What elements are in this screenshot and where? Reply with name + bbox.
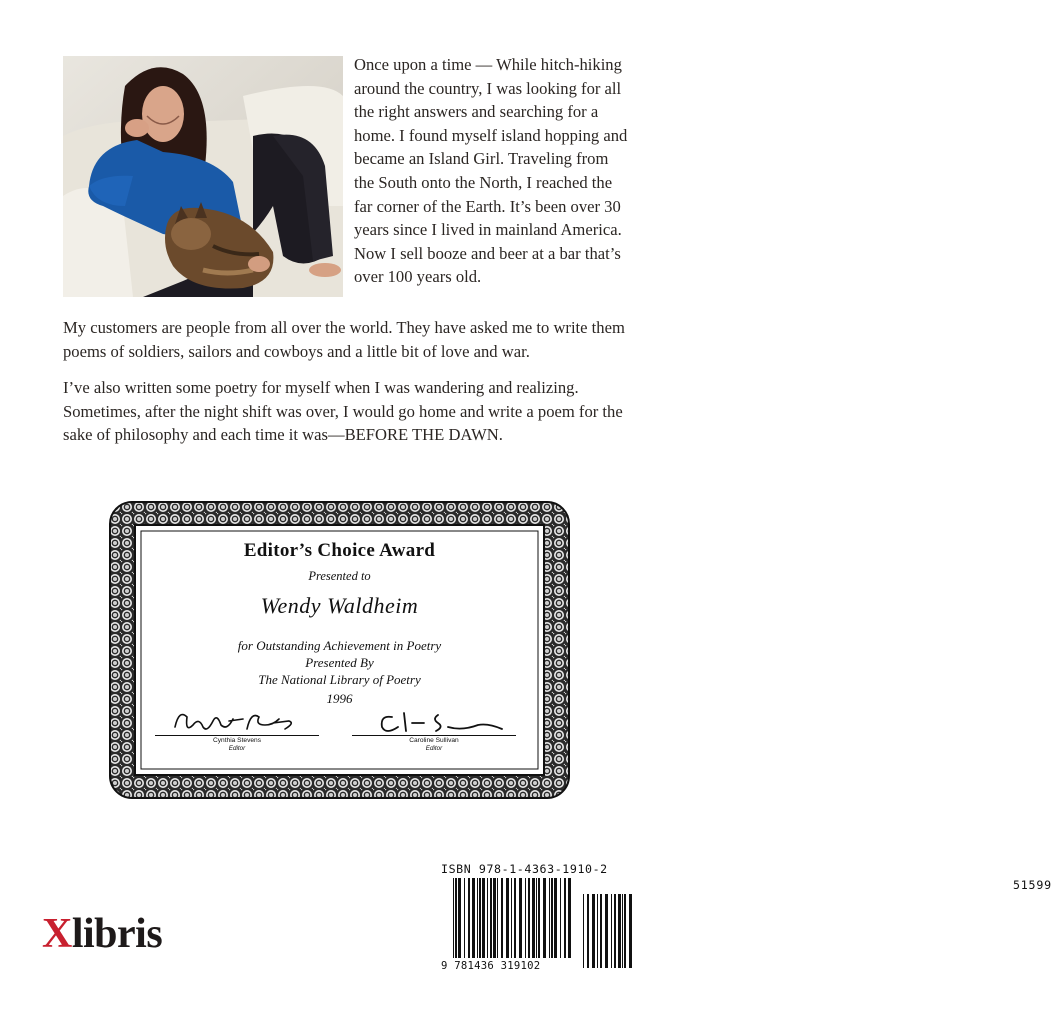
logo-wordmark: libris xyxy=(71,911,163,957)
isbn-text: ISBN 978-1-4363-1910-2 xyxy=(441,862,608,876)
signature-block-right xyxy=(352,703,522,763)
xlibris-logo xyxy=(42,909,162,959)
signer-role: Editor xyxy=(228,745,246,752)
presented-to-label: Presented to xyxy=(308,569,371,583)
signer-role: Editor xyxy=(425,745,443,752)
ean-digits: 9 781436 319102 xyxy=(441,960,541,972)
signer-name: Caroline Sullivan xyxy=(409,737,459,744)
award-reason: for Outstanding Achievement in Poetry xyxy=(237,638,442,653)
paragraph-poetry: I’ve also written some poetry for myself when I was wandering and realizing. Sometimes, after the night shift was over, I would go home and write a poem for the sake of philosophy and each time it was—BEFORE THE DAWN. xyxy=(63,378,623,445)
signer-name: Cynthia Stevens xyxy=(212,737,261,744)
editors-choice-certificate xyxy=(109,501,570,799)
paragraph-customers: My customers are people from all over the world. They have asked me to write them poems of soldiers, sailors and cowboys and a little bit of love and war. xyxy=(63,318,625,361)
signature-block-left xyxy=(155,703,325,763)
recipient-name: Wendy Waldheim xyxy=(260,593,419,618)
signature-scrawl-icon xyxy=(155,703,315,737)
author-photo xyxy=(63,56,343,297)
barcode xyxy=(441,878,1052,978)
signature-scrawl-icon xyxy=(352,703,512,737)
intro-text: Once upon a time — While hitch-hiking around the country, I was looking for all the right answers and searching for a home. I found myself island hopping and became an Island Girl. Traveling from the South onto the North, I reached the far corner of the Earth. It’s been over 30 years since I lived in mainland America. Now I sell booze and beer at a bar that’s over 100 years old. xyxy=(354,55,628,287)
awarding-organization: The National Library of Poetry xyxy=(258,672,421,687)
award-year: 1996 xyxy=(326,691,353,706)
logo-x-letter: X xyxy=(42,911,72,957)
price-code: 51599 xyxy=(1013,878,1052,892)
certificate-title: Editor’s Choice Award xyxy=(243,540,436,561)
presented-by-label: Presented By xyxy=(305,655,374,670)
